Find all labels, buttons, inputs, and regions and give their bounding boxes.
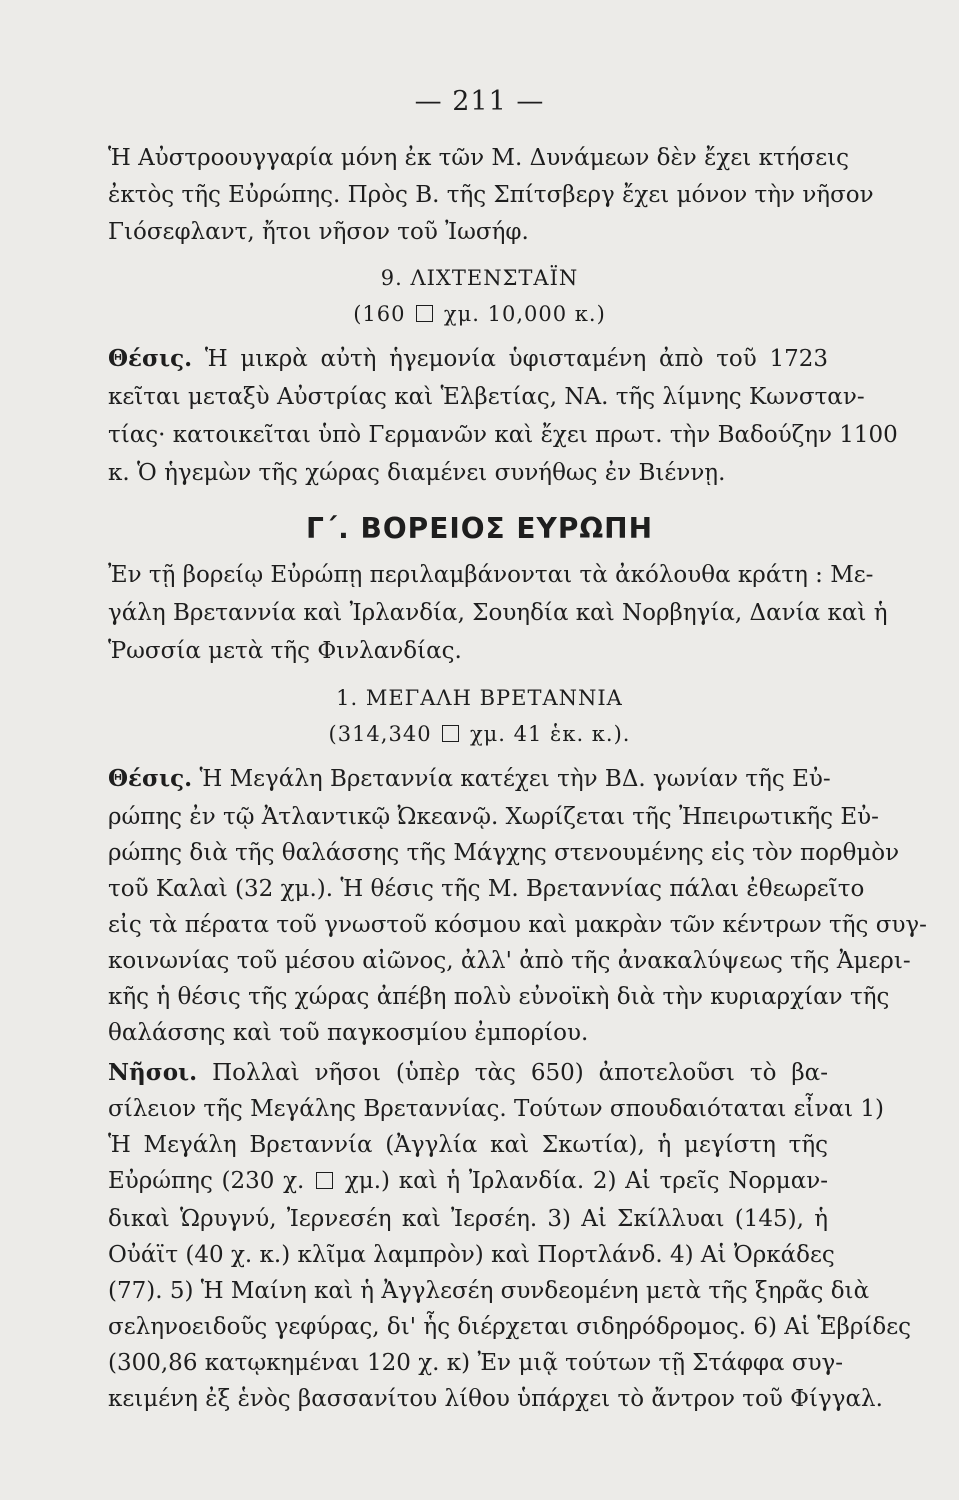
square-symbol-icon bbox=[416, 305, 433, 322]
s9-line-1 bbox=[108, 344, 828, 374]
islands-line-9: (300,86 κατῳκημέναι 120 χ. κ) Ἐν μιᾷ τούτων τῇ Στάφφα συγ- bbox=[108, 1350, 844, 1376]
s9-line-4: κ. Ὁ ἡγεμὼν τῆς χώρας διαμένει συνήθως ἐν Βιέννῃ. bbox=[108, 460, 726, 486]
paragraph-label-thesis: Θέσις. bbox=[108, 765, 193, 792]
islands-line-4-a: Εὐρώπης (230 χ. bbox=[108, 1168, 305, 1194]
chapter-line-2: γάλη Βρεταννία καὶ Ἰρλανδία, Σουηδία καὶ Νορβηγία, Δανία καὶ ἡ bbox=[108, 600, 888, 626]
chapter-line-3: Ῥωσσία μετὰ τῆς Φινλανδίας. bbox=[108, 638, 462, 664]
stats-suffix: χμ. 41 ἑκ. κ.). bbox=[469, 722, 631, 746]
section-stats-great-britain bbox=[0, 722, 959, 746]
s9-line-1-text: Ἡ μικρὰ αὐτὴ ἡγεμονία ὑφισταμένη ἀπὸ τοῦ 1723 bbox=[204, 346, 828, 372]
thesis-line-6: κοινωνίας τοῦ μέσου αἰῶνος, ἀλλ' ἀπὸ τῆς ἀνακαλύψεως τῆς Ἀμερι- bbox=[108, 948, 911, 974]
thesis-line-3: ρώπης διὰ τῆς θαλάσσης τῆς Μάγχης στενουμένης εἰς τὸν πορθμὸν bbox=[108, 840, 900, 866]
islands-line-5: δικαὶ Ὡρυγνύ, Ἰερνεσέη καὶ Ἰερσέη. 3) Αἱ Σκίλλυαι (145), ἡ bbox=[108, 1206, 828, 1232]
islands-line-10: κειμένη ἐξ ἑνὸς βασσανίτου λίθου ὑπάρχει τὸ ἄντρον τοῦ Φίγγαλ. bbox=[108, 1386, 883, 1412]
square-symbol-icon bbox=[316, 1172, 333, 1189]
paragraph-label-thesis: Θέσις. bbox=[108, 345, 193, 372]
thesis-line-1 bbox=[108, 764, 831, 794]
thesis-line-7: κῆς ἡ θέσις τῆς χώρας ἀπέβη πολὺ εὐνοϊκὴ διὰ τὴν κυριαρχίαν τῆς bbox=[108, 984, 890, 1010]
stats-suffix: χμ. 10,000 κ.) bbox=[443, 302, 606, 326]
islands-line-1-text: Πολλαὶ νῆσοι (ὑπὲρ τὰς 650) ἀποτελοῦσι τὸ βα- bbox=[212, 1060, 828, 1086]
intro-line-2: ἐκτὸς τῆς Εὐρώπης. Πρὸς Β. τῆς Σπίτσβεργ ἔχει μόνον τὴν νῆσον bbox=[108, 182, 874, 208]
islands-line-2: σίλειον τῆς Μεγάλης Βρεταννίας. Τούτων σπουδαιόταται εἶναι 1) bbox=[108, 1096, 885, 1122]
intro-line-1: Ἡ Αὐστροουγγαρία μόνη ἐκ τῶν Μ. Δυνάμεων δὲν ἔχει κτήσεις bbox=[108, 145, 850, 171]
section-title-great-britain: 1. ΜΕΓΑΛΗ ΒΡΕΤΑΝΝΙΑ bbox=[336, 686, 623, 710]
chapter-heading: Γ΄. ΒΟΡΕΙΟΣ ΕΥΡΩΠΗ bbox=[305, 512, 654, 545]
section-title-liechtenstein: 9. ΛΙΧΤΕΝΣΤΑΪΝ bbox=[380, 266, 579, 290]
islands-line-3: Ἡ Μεγάλη Βρεταννία (Ἀγγλία καὶ Σκωτία), ἡ μεγίστη τῆς bbox=[108, 1132, 828, 1158]
islands-line-7: (77). 5) Ἡ Μαίνη καὶ ἡ Ἀγγλεσέη συνδεομένη μετὰ τῆς ξηρᾶς διὰ bbox=[108, 1278, 870, 1304]
section-stats-liechtenstein bbox=[0, 302, 959, 326]
paragraph-label-islands: Νῆσοι. bbox=[108, 1059, 198, 1086]
thesis-line-4: τοῦ Καλαὶ (32 χμ.). Ἡ θέσις τῆς Μ. Βρεταννίας πάλαι ἐθεωρεῖτο bbox=[108, 876, 865, 902]
stats-prefix: (314,340 bbox=[328, 722, 432, 746]
thesis-line-5: εἰς τὰ πέρατα τοῦ γνωστοῦ κόσμου καὶ μακρὰν τῶν κέντρων τῆς συγ- bbox=[108, 912, 927, 938]
square-symbol-icon bbox=[442, 725, 459, 742]
islands-line-8: σεληνοειδοῦς γεφύρας, δι' ἧς διέρχεται σιδηρόδρομος. 6) Αἱ Ἑβρίδες bbox=[108, 1314, 912, 1340]
s9-line-2: κεῖται μεταξὺ Αὐστρίας καὶ Ἑλβετίας, ΝΑ. τῆς λίμνης Κωνσταν- bbox=[108, 384, 865, 410]
islands-line-4-b: χμ.) καὶ ἡ Ἰρλανδία. 2) Αἱ τρεῖς Νορμαν- bbox=[344, 1168, 828, 1194]
islands-line-4 bbox=[108, 1166, 828, 1196]
thesis-line-1-text: Ἡ Μεγάλη Βρεταννία κατέχει τὴν ΒΔ. γωνίαν τῆς Εὐ- bbox=[199, 766, 831, 792]
stats-prefix: (160 bbox=[353, 302, 406, 326]
chapter-line-1: Ἐν τῇ βορείῳ Εὐρώπῃ περιλαμβάνονται τὰ ἀκόλουθα κράτη : Με- bbox=[108, 562, 874, 588]
thesis-line-2: ρώπης ἐν τῷ Ἀτλαντικῷ Ὠκεανῷ. Χωρίζεται τῆς Ἠπειρωτικῆς Εὐ- bbox=[108, 804, 879, 830]
islands-line-6: Οὐάϊτ (40 χ. κ.) κλῖμα λαμπρὸν) καὶ Πορτλάνδ. 4) Αἱ Ὀρκάδες bbox=[108, 1242, 835, 1268]
islands-line-1 bbox=[108, 1058, 828, 1088]
s9-line-3: τίας· κατοικεῖται ὑπὸ Γερμανῶν καὶ ἔχει πρωτ. τὴν Βαδούζην 1100 bbox=[108, 422, 898, 448]
intro-line-3: Γιόσεφλαντ, ἤτοι νῆσον τοῦ Ἰωσήφ. bbox=[108, 219, 529, 245]
thesis-line-8: θαλάσσης καὶ τοῦ παγκοσμίου ἐμπορίου. bbox=[108, 1020, 589, 1046]
page-number: — 211 — bbox=[414, 86, 545, 117]
